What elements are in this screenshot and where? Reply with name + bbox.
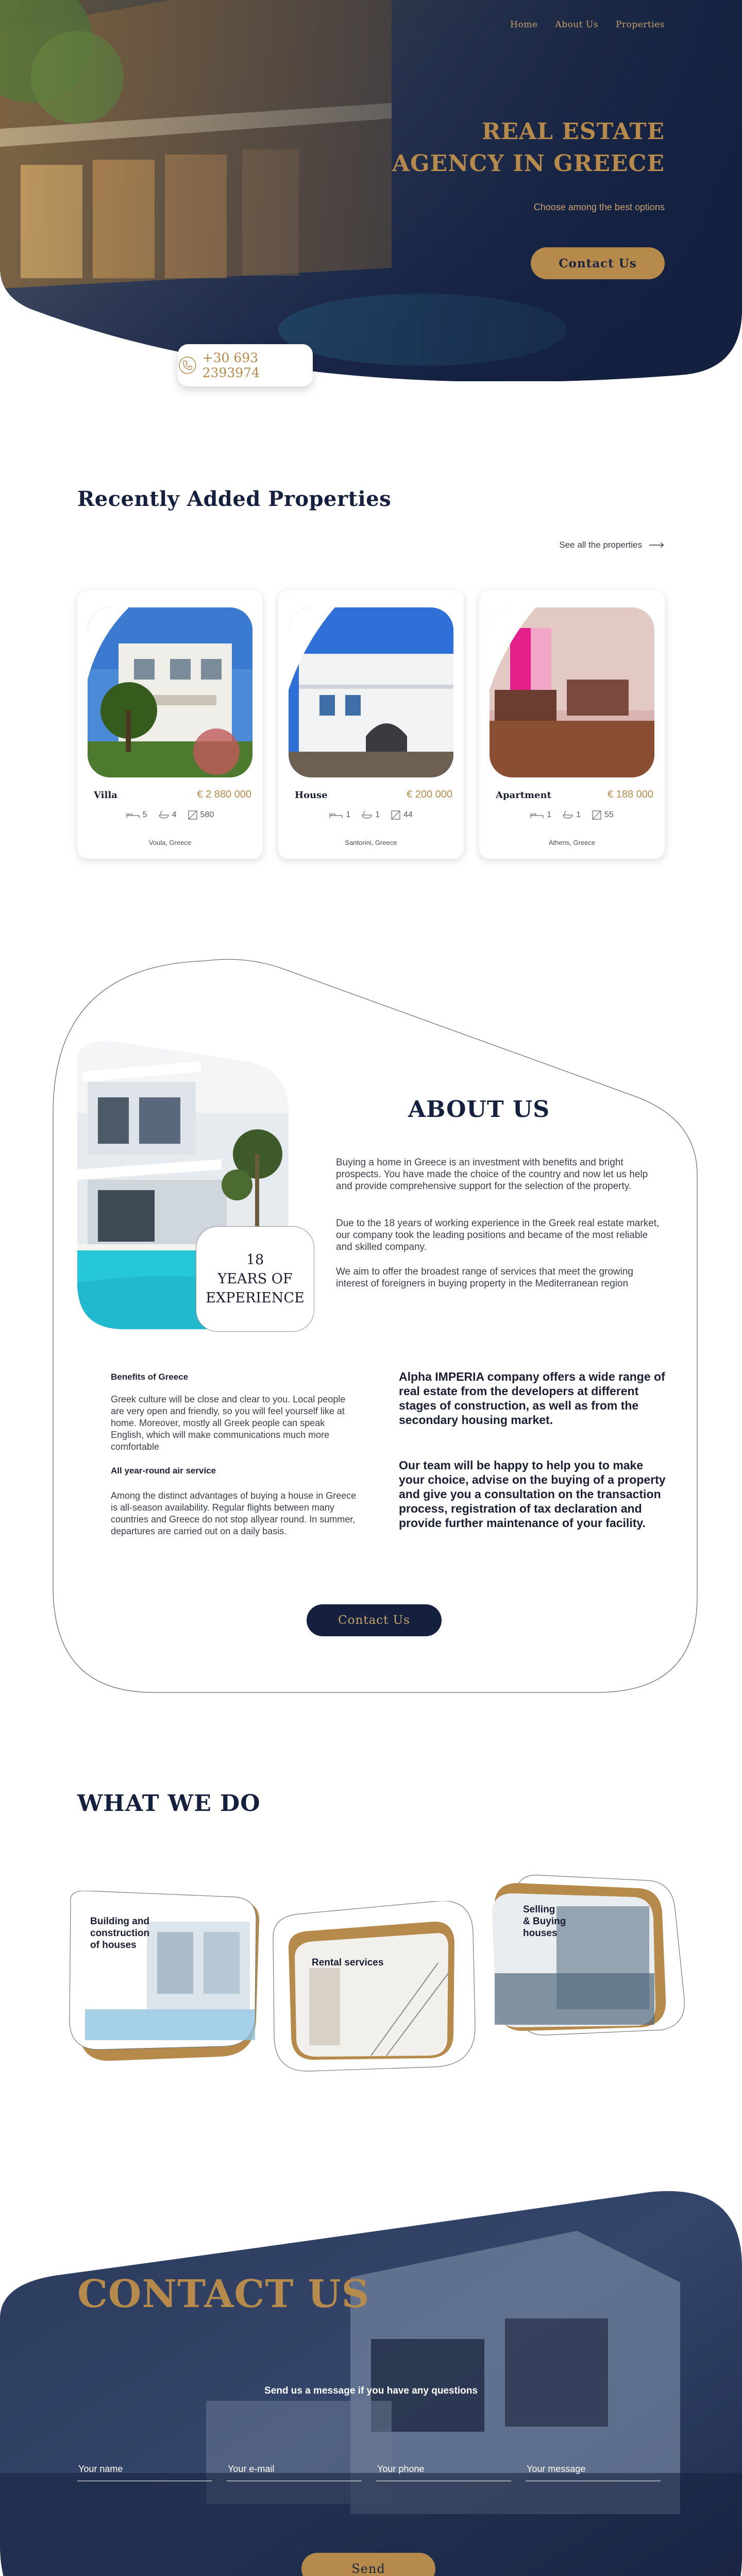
about-title: ABOUT US bbox=[408, 1096, 550, 1123]
about-highlight-1: Alpha IMPERIA company offers a wide range of real estate from the developers at different stages of construction, as well as from the secondary housing market. bbox=[399, 1370, 665, 1427]
what-we-do-title: WHAT WE DO bbox=[77, 1790, 261, 1817]
service-label-line: houses bbox=[523, 1928, 558, 1939]
hero-contact-button[interactable]: Contact Us bbox=[531, 247, 665, 279]
property-type: Villa bbox=[94, 790, 117, 801]
property-location: Athens, Greece bbox=[548, 839, 596, 846]
service-label-line: of houses bbox=[90, 1940, 137, 1951]
see-all-properties-link[interactable] bbox=[559, 540, 665, 550]
property-features bbox=[479, 810, 665, 820]
recent-properties-title: Recently Added Properties bbox=[77, 487, 392, 511]
property-photo-house bbox=[289, 607, 453, 777]
hero-title bbox=[392, 116, 665, 180]
area-icon bbox=[592, 810, 601, 820]
baths-count: 1 bbox=[576, 810, 581, 819]
hero-title-line2: AGENCY IN GREECE bbox=[392, 150, 665, 177]
contact-title: CONTACT US bbox=[77, 2272, 370, 2316]
benefits-title: Benefits of Greece bbox=[111, 1372, 189, 1382]
property-features bbox=[278, 810, 464, 820]
property-price: € 200 000 bbox=[407, 789, 452, 800]
contact-background-image bbox=[0, 2184, 742, 2576]
nav-about-us[interactable]: About Us bbox=[555, 20, 599, 30]
property-features bbox=[77, 810, 263, 820]
service-image-selling bbox=[484, 1870, 690, 2045]
service-label-line: construction bbox=[90, 1928, 150, 1939]
experience-line1: YEARS OF bbox=[217, 1271, 293, 1287]
property-photo-villa bbox=[88, 607, 252, 777]
phone-badge[interactable] bbox=[178, 344, 313, 386]
bed-icon bbox=[329, 811, 343, 819]
bed-icon bbox=[530, 811, 544, 819]
service-card-rental[interactable] bbox=[268, 1901, 479, 2076]
phone-icon bbox=[178, 355, 197, 376]
property-location: Santorini, Greece bbox=[345, 839, 397, 846]
area-value: 55 bbox=[604, 810, 614, 819]
arrow-right-icon bbox=[649, 542, 665, 548]
main-nav bbox=[510, 20, 665, 30]
property-type: House bbox=[295, 790, 328, 801]
see-all-label: See all the properties bbox=[559, 540, 642, 550]
property-card[interactable] bbox=[77, 590, 263, 859]
message-input[interactable] bbox=[526, 2458, 661, 2481]
benefits-text: Greek culture will be close and clear to you. Local people are very open and friendly, so you will feel yourself like at home. Moreover, mostly all Greek people can speak English, which will make communications much more comfortable bbox=[111, 1394, 346, 1452]
hero-background-image bbox=[0, 0, 742, 381]
bath-icon bbox=[362, 811, 372, 819]
service-label-selling bbox=[523, 1904, 566, 1939]
property-photo-apartment bbox=[490, 607, 654, 777]
hero-title-line1: REAL ESTATE bbox=[481, 118, 665, 145]
service-label-line: Building and bbox=[90, 1916, 150, 1927]
property-location: Voula, Greece bbox=[148, 839, 192, 846]
property-card[interactable] bbox=[479, 590, 665, 859]
hero-section bbox=[0, 0, 742, 381]
service-label-line: & Buying bbox=[523, 1916, 566, 1927]
bed-icon bbox=[126, 811, 140, 819]
service-image-rental bbox=[268, 1901, 479, 2076]
experience-badge bbox=[196, 1226, 314, 1332]
beds-count: 1 bbox=[547, 810, 552, 819]
about-paragraph-2: Due to the 18 years of working experience in the Greek real estate market, our company took the leading positions and became of the most reliable and skilled company. bbox=[336, 1218, 660, 1252]
area-icon bbox=[188, 810, 197, 820]
about-paragraph-3: We aim to offer the broadest range of services that meet the growing interest of foreigners in buying property in the Mediterranean region bbox=[336, 1266, 633, 1289]
email-input[interactable] bbox=[227, 2458, 362, 2481]
send-button[interactable]: Send bbox=[301, 2553, 435, 2576]
service-label-building bbox=[90, 1916, 149, 1951]
nav-properties[interactable]: Properties bbox=[616, 20, 665, 30]
nav-home[interactable]: Home bbox=[510, 20, 538, 30]
service-card-building[interactable] bbox=[64, 1891, 271, 2066]
air-service-text: Among the distinct advantages of buying a house in Greece is all-season availability. Regular flights between many countries and Greece do not stop allyear round. In summer, departures are carried out on a daily basis. bbox=[111, 1490, 357, 1536]
service-label-line: Selling bbox=[523, 1904, 555, 1915]
beds-count: 1 bbox=[346, 810, 351, 819]
property-price: € 2 880 000 bbox=[197, 789, 251, 800]
about-contact-button[interactable]: Contact Us bbox=[307, 1604, 442, 1636]
area-value: 44 bbox=[403, 810, 413, 819]
baths-count: 1 bbox=[375, 810, 380, 819]
hero-subtitle: Choose among the best options bbox=[533, 202, 665, 212]
bath-icon bbox=[563, 811, 573, 819]
air-service-title: All year-round air service bbox=[111, 1466, 216, 1476]
service-card-selling[interactable] bbox=[484, 1870, 690, 2045]
property-card[interactable] bbox=[278, 590, 464, 859]
name-input[interactable] bbox=[77, 2458, 212, 2481]
property-price: € 188 000 bbox=[608, 789, 653, 800]
contact-subtitle: Send us a message if you have any questions bbox=[264, 2385, 478, 2396]
area-icon bbox=[391, 810, 400, 820]
service-label-rental: Rental services bbox=[312, 1957, 384, 1968]
area-value: 580 bbox=[200, 810, 214, 819]
experience-number: 18 bbox=[246, 1252, 264, 1268]
experience-line2: EXPERIENCE bbox=[206, 1290, 305, 1306]
phone-input[interactable] bbox=[376, 2458, 511, 2481]
about-paragraph-1: Buying a home in Greece is an investment with benefits and bright prospects. You have made the choice of the country and now let us help and provide comprehensive support for the selection of the property. bbox=[336, 1157, 648, 1192]
bath-icon bbox=[159, 811, 169, 819]
about-highlight-2: Our team will be happy to help you to make your choice, advise on the buying of a property and give you a consultation on the transaction process, registration of tax declaration and provide further maintenance of your facility. bbox=[399, 1459, 666, 1530]
phone-number: +30 693 2393974 bbox=[202, 350, 260, 380]
beds-count: 5 bbox=[142, 810, 147, 819]
baths-count: 4 bbox=[172, 810, 177, 819]
property-cards bbox=[77, 590, 665, 863]
property-type: Apartment bbox=[496, 790, 551, 801]
